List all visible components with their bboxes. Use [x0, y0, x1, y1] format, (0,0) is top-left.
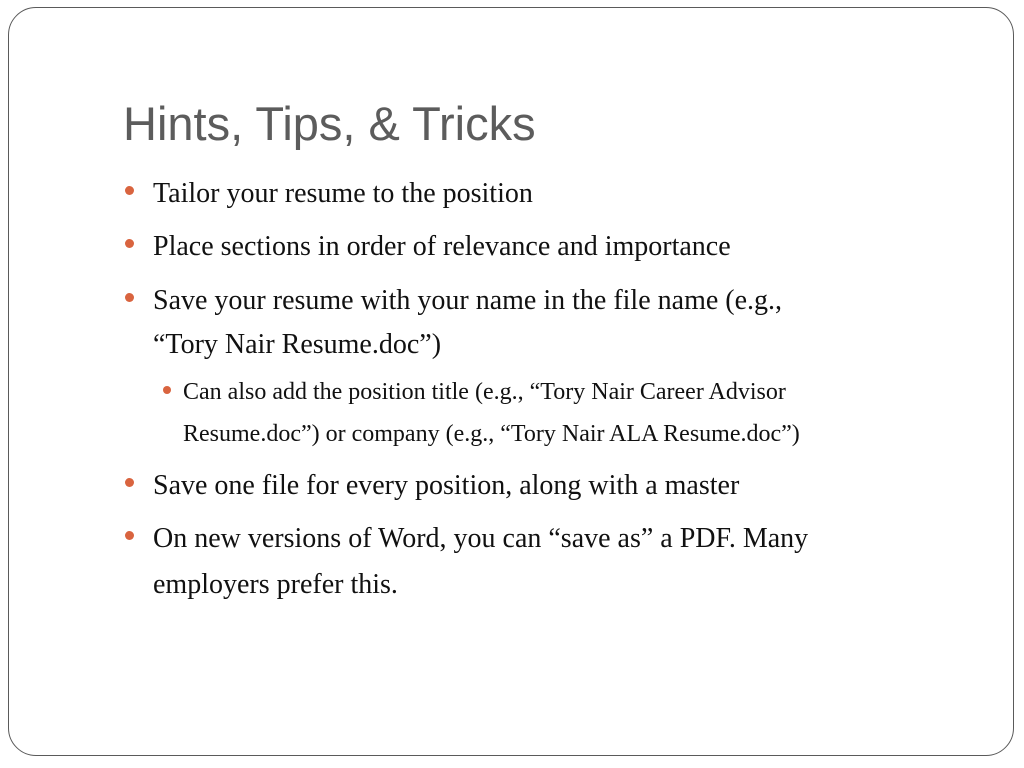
bullet-dot-icon	[125, 478, 134, 487]
bullet-text-line: Resume.doc”) or company (e.g., “Tory Nair ALA Resume.doc”)	[183, 421, 800, 447]
bullet-text-line: Save one file for every position, along with a master	[153, 470, 740, 501]
bullet-dot-icon	[125, 293, 134, 302]
bullet-text-line: Save your resume with your name in the file name (e.g.,	[153, 285, 783, 316]
bullet-text-line: Place sections in order of relevance and importance	[153, 231, 731, 262]
bullet-text-line: On new versions of Word, you can “save as” a PDF. Many	[153, 523, 809, 554]
bullet-text-line: “Tory Nair Resume.doc”)	[153, 329, 442, 360]
bullet-text-line: employers prefer this.	[153, 569, 398, 600]
bullet-dot-icon	[125, 531, 134, 540]
bullet-dot-icon	[125, 239, 134, 248]
slide-frame	[8, 7, 1014, 756]
bullet-text-line: Can also add the position title (e.g., “Tory Nair Career Advisor	[183, 379, 786, 405]
slide-title: Hints, Tips, & Tricks	[123, 97, 536, 150]
bullet-dot-icon	[125, 186, 134, 195]
bullet-text-line: Tailor your resume to the position	[153, 178, 533, 209]
bullet-dot-icon	[163, 386, 171, 394]
